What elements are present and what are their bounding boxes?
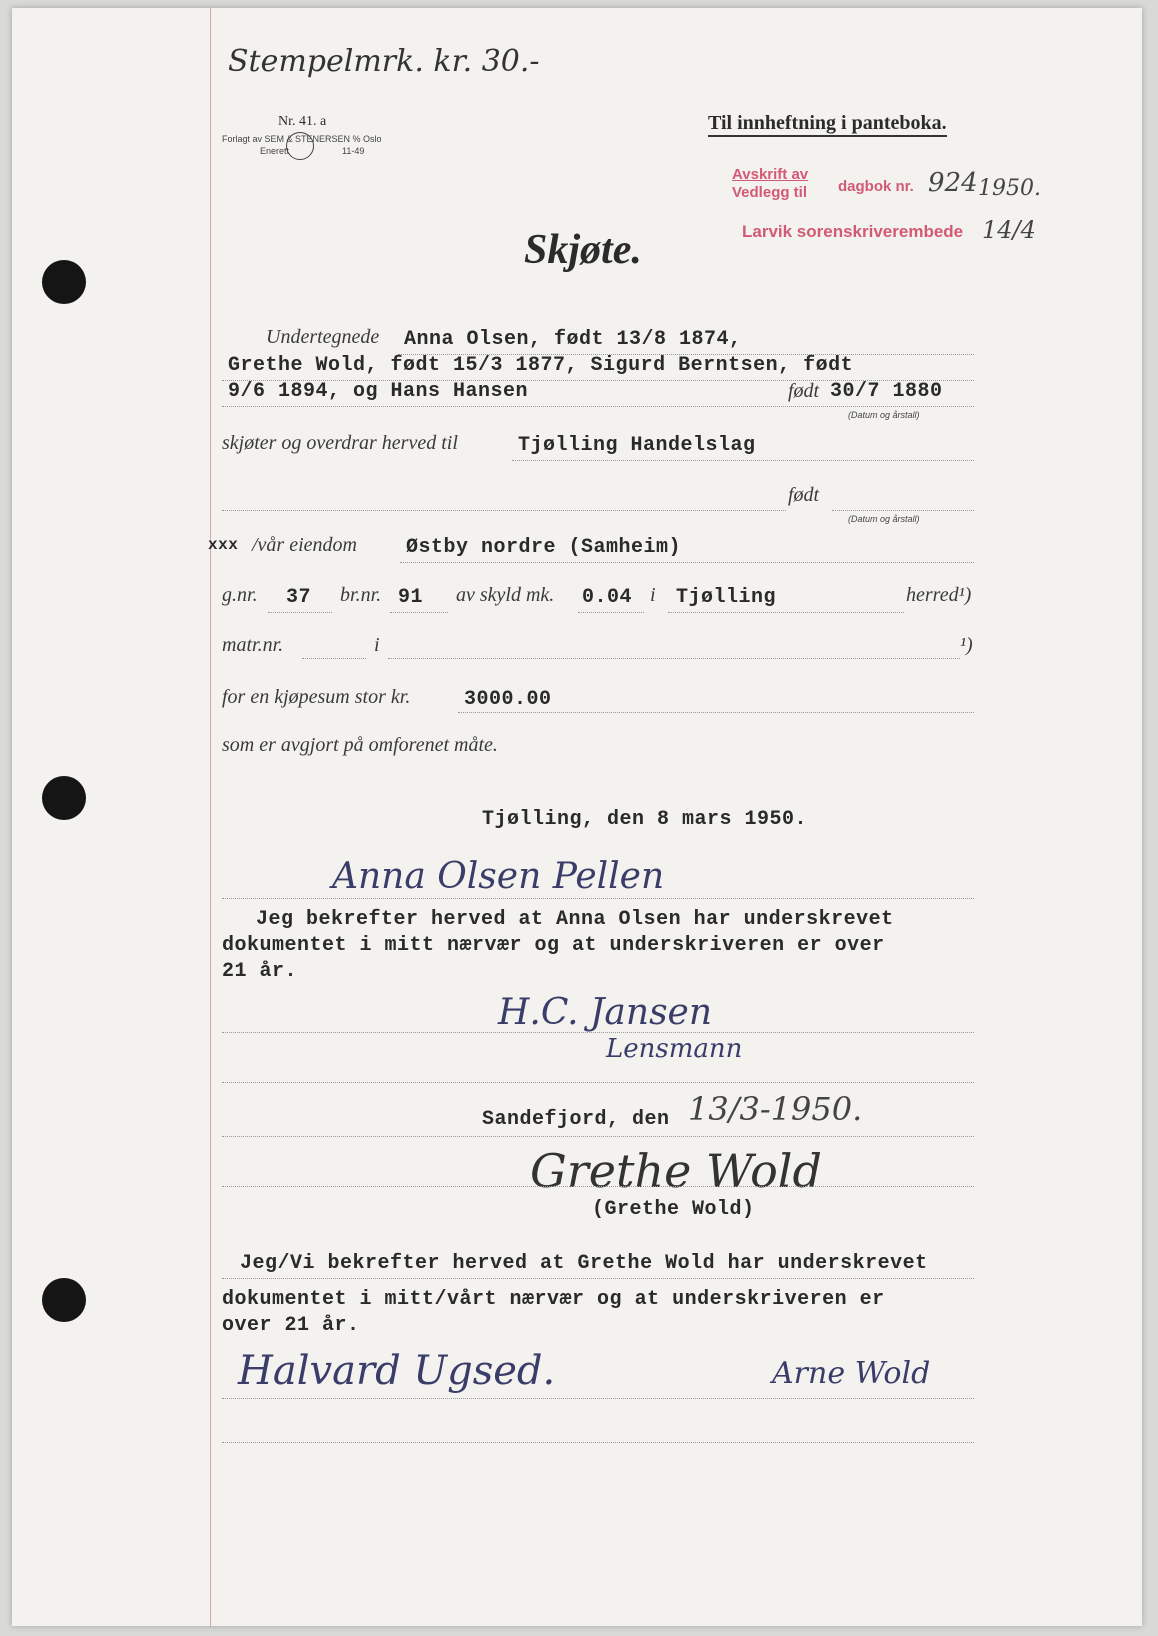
signing2-typed-name: (Grethe Wold) [592,1198,755,1221]
publisher-sub: Enerett [260,146,290,156]
stamp-line1c: dagbok nr. [838,178,914,195]
witness2-text-3: over 21 år. [222,1314,360,1337]
margin-line [210,8,211,1626]
price-prefix: for en kjøpesum stor kr. [222,686,411,708]
witness1-text-1: Jeg bekrefter herved at Anna Olsen har underskrevet [256,908,894,931]
parties-line1: Anna Olsen, født 13/8 1874, [404,328,742,351]
brnr-value: 91 [398,586,424,609]
form-number: Nr. 41. a [278,114,327,129]
property-name: Østby nordre (Samheim) [406,536,682,559]
signing1-signature: Anna Olsen Pellen [332,856,665,897]
witness1-text-3: 21 år. [222,960,298,983]
matr-suffix: ¹) [960,634,973,656]
parties-born-label: født [788,380,820,402]
stamp-year: 1950. [978,176,1041,201]
buyer-name: Tjølling Handelslag [518,434,756,457]
gnr-value: 37 [286,586,312,609]
punch-hole-bottom [42,1278,86,1322]
filing-note: Til innheftning i panteboka. [708,112,947,137]
dagbok-number: 924 [928,168,978,198]
signing2-signature: Grethe Wold [530,1144,822,1198]
document-page [12,8,1142,1626]
witness1-title: Lensmann [606,1034,743,1064]
brnr-label: br.nr. [340,584,382,606]
skyld-label: av skyld mk. [456,584,555,606]
property-crossed: xxx [208,536,239,554]
publisher-logo-icon [286,132,314,160]
buyer-prefix: skjøter og overdrar herved til [222,432,458,454]
signing1-place-date: Tjølling, den 8 mars 1950. [482,808,808,831]
stamp-note: Stempelmrk. kr. 30.- [228,44,540,79]
stamp-line2: Larvik sorenskriverembede [742,222,964,241]
property-prefix: /vår eiendom [252,534,357,556]
gnr-label: g.nr. [222,584,258,606]
stamp-line1a: Avskrift av [732,166,809,183]
skyld-value: 0.04 [582,586,633,609]
witness1-text-2: dokumentet i mitt nærvær og at underskriveren er over [222,934,885,957]
price-amount: 3000.00 [464,688,552,711]
municipality: Tjølling [676,586,777,609]
parties-prefix: Undertegnede [266,326,380,348]
document-title: Skjøte. [524,227,642,273]
parties-born-date: 30/7 1880 [830,380,943,403]
stamp-line1b: Vedlegg til [732,184,808,201]
witness1-signature: H.C. Jansen [498,992,713,1033]
signing2-date: 13/3-1950. [688,1090,863,1128]
parties-line3: 9/6 1894, og Hans Hansen [228,380,529,403]
publisher-line: Forlagt av SEM & STENERSEN % Oslo [222,134,382,144]
parties-date-hint: (Datum og årstall) [848,410,920,420]
matr-label: matr.nr. [222,634,284,656]
price-settled: som er avgjort på omforenet måte. [222,734,498,756]
witness2-text-2: dokumentet i mitt/vårt nærvær og at underskriveren er [222,1288,885,1311]
signing2-place-prefix: Sandefjord, den [482,1108,670,1131]
buyer-date-hint: (Datum og årstall) [848,514,920,524]
buyer-born-label: født [788,484,820,506]
matr-i: i [374,634,380,656]
punch-hole-middle [42,776,86,820]
punch-hole-top [42,260,86,304]
witness2-signature-2: Arne Wold [772,1356,931,1391]
herred-label: herred¹) [906,584,972,606]
municipality-i: i [650,584,656,606]
stamp-date: 14/4 [982,216,1036,244]
parties-line2: Grethe Wold, født 15/3 1877, Sigurd Berntsen, født [228,354,854,377]
witness2-signature-1: Halvard Ugsed. [238,1348,556,1394]
witness2-text-1: Jeg/Vi bekrefter herved at Grethe Wold har underskrevet [240,1252,928,1275]
publisher-code: 11-49 [342,146,365,156]
